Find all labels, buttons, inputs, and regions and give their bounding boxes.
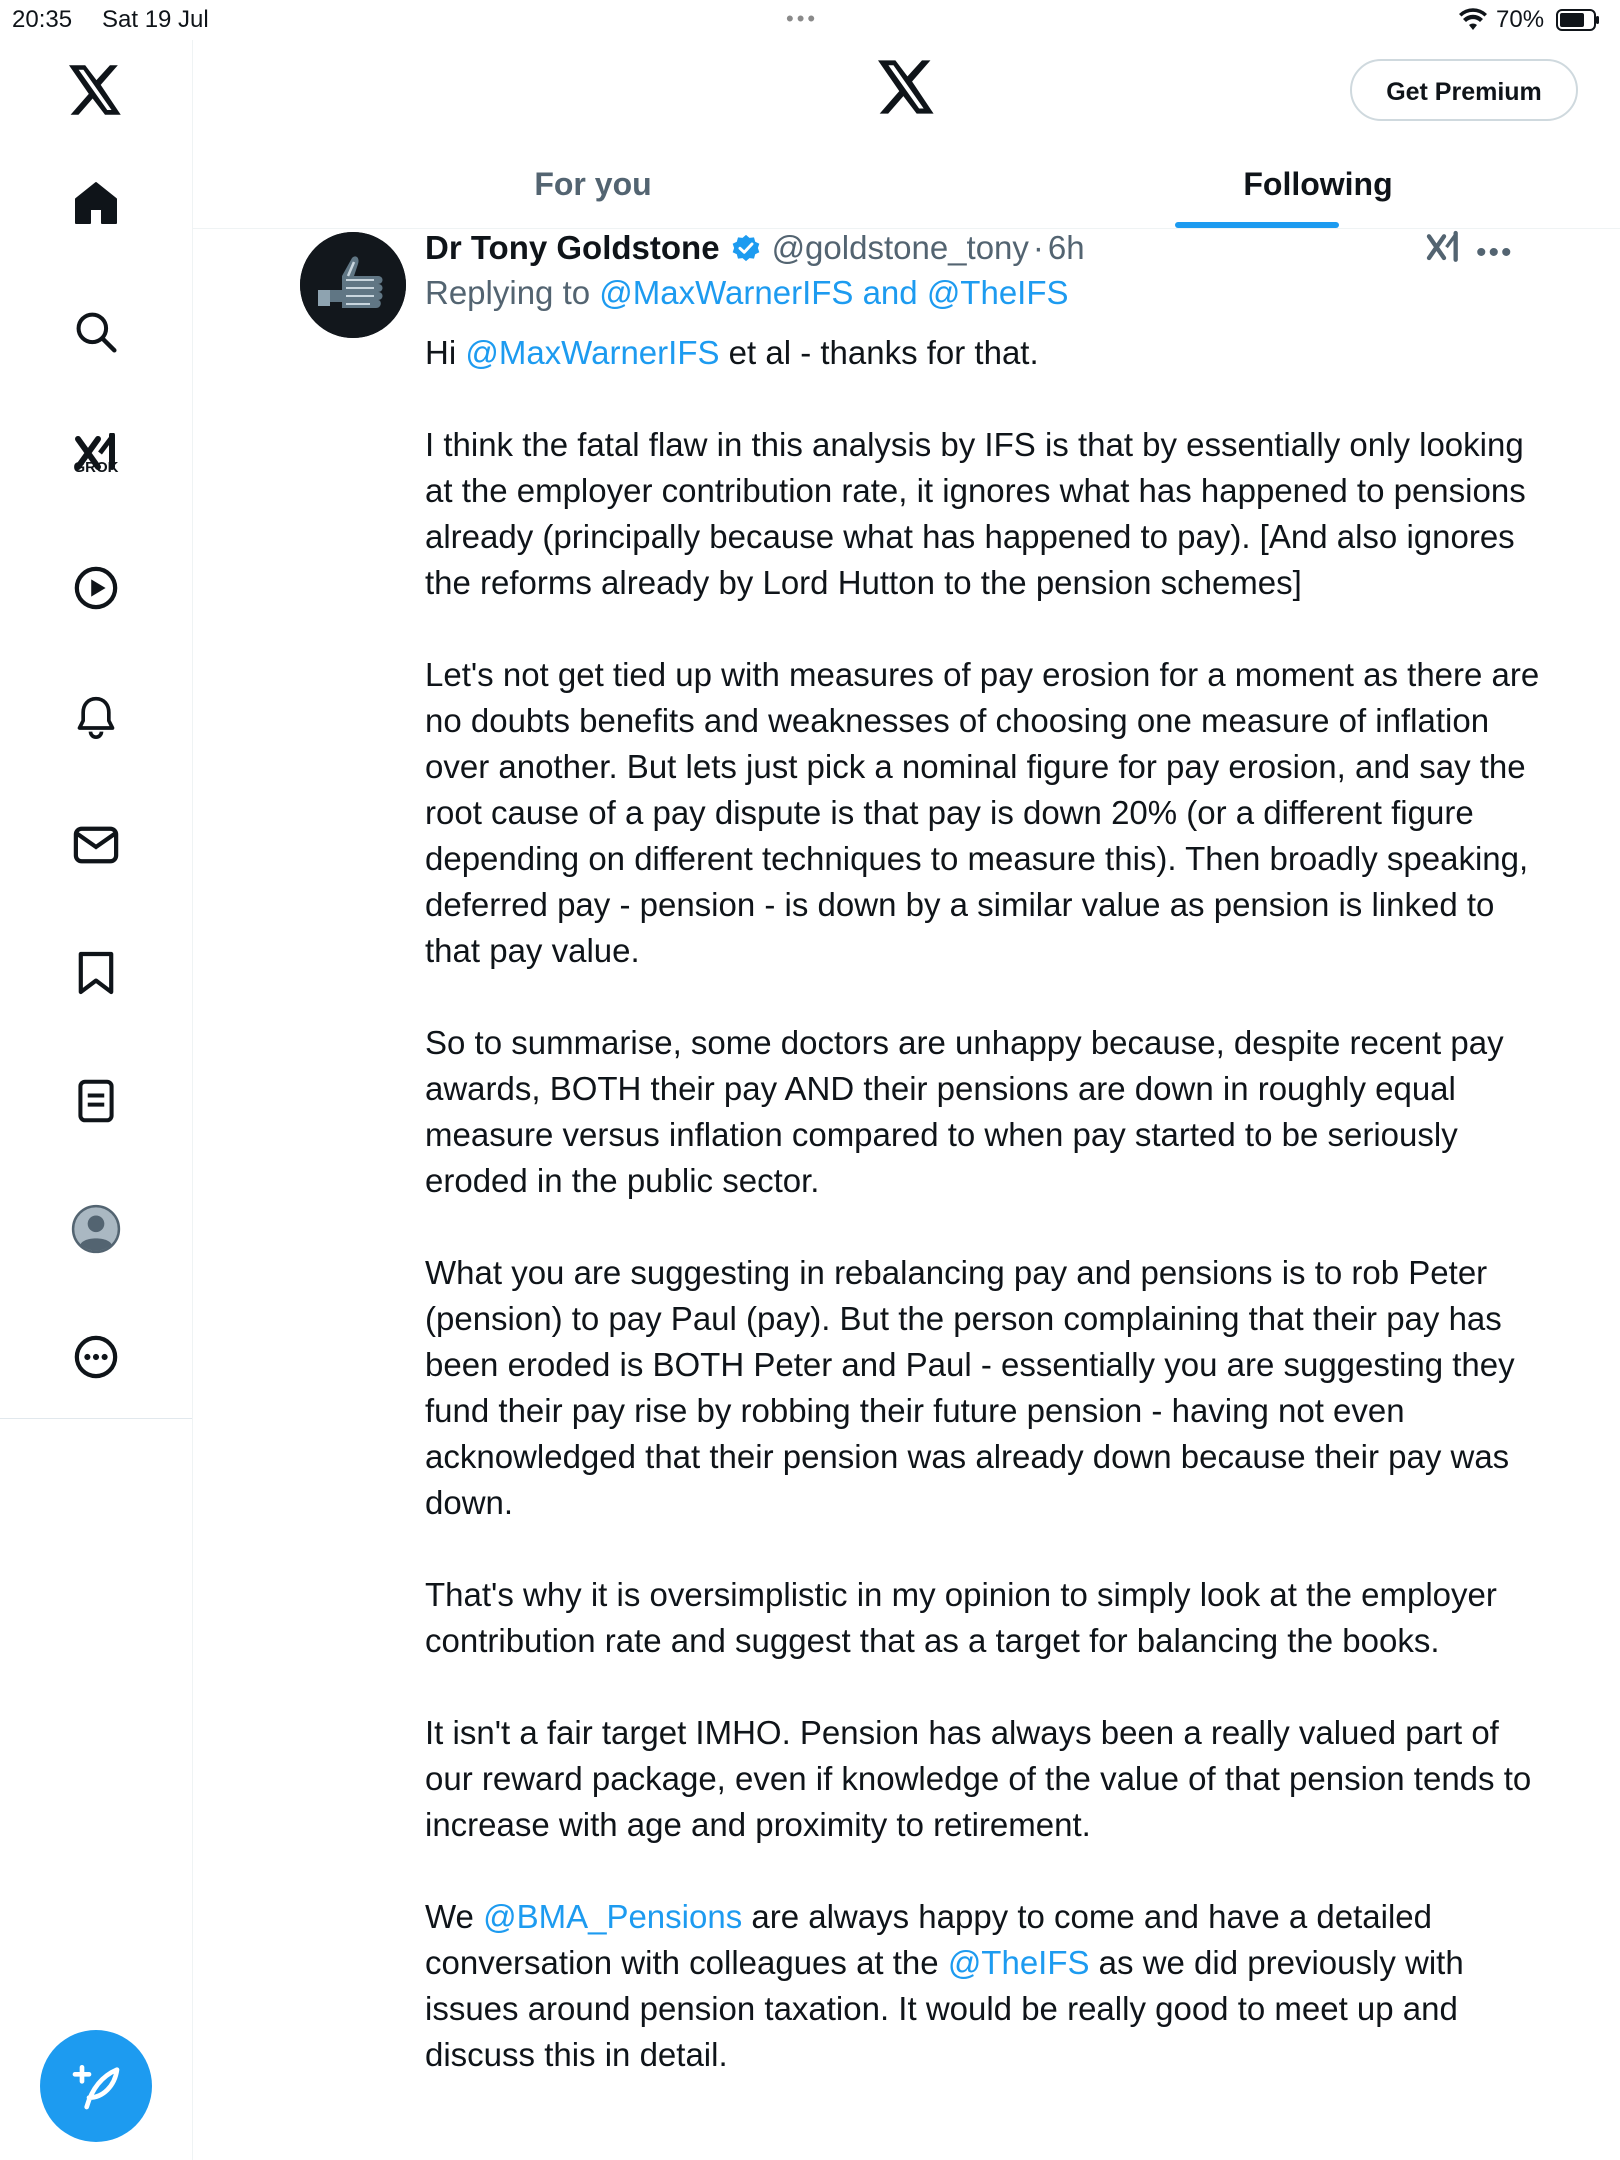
messages-envelope-icon[interactable] bbox=[56, 805, 136, 885]
separator-dot: · bbox=[1032, 229, 1044, 266]
text-span: We bbox=[425, 1898, 484, 1935]
battery-icon bbox=[1556, 9, 1600, 31]
tweet-paragraph: It isn't a fair target IMHO. Pension has always been a really valued part of our reward package, even if knowledge of the value of that pension tends to increase with age and proximity to retirement. bbox=[425, 1714, 1532, 1843]
reply-and-text[interactable]: and bbox=[853, 274, 927, 311]
timeline-tabs bbox=[193, 140, 1620, 229]
verified-badge-icon bbox=[730, 232, 762, 264]
author-avatar[interactable] bbox=[300, 232, 406, 338]
tab-following[interactable]: Following bbox=[1243, 165, 1393, 202]
compose-post-button[interactable] bbox=[40, 2030, 152, 2142]
post-time[interactable]: 6h bbox=[1047, 229, 1085, 266]
tweet-paragraph bbox=[425, 330, 1545, 376]
text-span: Hi bbox=[425, 334, 466, 371]
multitask-dots-icon[interactable]: ••• bbox=[786, 6, 819, 31]
tweet-paragraph bbox=[425, 1894, 1545, 2078]
feather-plus-icon bbox=[68, 2058, 124, 2114]
reply-mention-theifs[interactable]: @TheIFS bbox=[926, 274, 1069, 311]
tweet-body bbox=[425, 330, 1545, 2124]
mention-theifs[interactable]: @TheIFS bbox=[947, 1944, 1090, 1981]
tweet-paragraph: What you are suggesting in rebalancing pay and pensions is to rob Peter (pension) to pay Paul (pay). But the person complaining that their pay has been eroded is BOTH Peter and Paul - essentially you are suggesting they fund their pay rise by robbing their future pension - having not even acknowledged that their pension was already down because their pay was down. bbox=[425, 1254, 1515, 1521]
replying-to-prefix: Replying to bbox=[425, 274, 600, 311]
wifi-icon bbox=[1458, 8, 1488, 32]
tweet-paragraph: I think the fatal flaw in this analysis by IFS is that by essentially only looking at the employer contribution rate, it ignores what has happened to pensions already (principally because what has happened to pay). [And also ignores the reforms already by Lord Hutton to the pension schemes] bbox=[425, 426, 1526, 601]
mention-bma-pensions[interactable]: @BMA_Pensions bbox=[483, 1898, 743, 1935]
sidebar-divider bbox=[0, 1418, 192, 1419]
replying-to-line bbox=[425, 274, 1069, 312]
text-span: as we did previously with issues around pension taxation. It would be really good to meet up and discuss this in detail. bbox=[425, 1944, 1464, 2073]
battery-percent: 70% bbox=[1496, 6, 1545, 33]
thumbs-up-xray-image bbox=[300, 232, 406, 338]
grok-explain-icon[interactable] bbox=[1424, 228, 1464, 268]
status-bar bbox=[0, 0, 1620, 40]
text-span: et al - thanks for that. bbox=[719, 334, 1039, 371]
tweet-paragraph: So to summarise, some doctors are unhappy because, despite recent pay awards, BOTH their pay AND their pensions are down in roughly equal measure versus inflation compared to when pay started to be seriously eroded in the public sector. bbox=[425, 1024, 1504, 1199]
author-handle[interactable]: @goldstone_tony bbox=[771, 229, 1029, 266]
tab-for-you[interactable]: For you bbox=[534, 165, 652, 202]
sidebar bbox=[0, 40, 193, 2160]
reply-mention-maxwarnerifs[interactable]: @MaxWarnerIFS bbox=[599, 274, 854, 311]
bookmark-icon[interactable] bbox=[56, 933, 136, 1013]
active-tab-indicator bbox=[1175, 222, 1339, 228]
get-premium-button[interactable]: Get Premium bbox=[1350, 59, 1578, 121]
author-name[interactable]: Dr Tony Goldstone bbox=[425, 229, 720, 266]
mention-maxwarnerifs[interactable]: @MaxWarnerIFS bbox=[465, 334, 720, 371]
grok-icon[interactable] bbox=[56, 415, 136, 495]
tweet-header bbox=[425, 226, 1085, 270]
status-time: 20:35 bbox=[12, 6, 73, 33]
x-logo-icon[interactable] bbox=[56, 50, 136, 130]
notifications-bell-icon[interactable] bbox=[56, 677, 136, 757]
more-options-icon[interactable]: ••• bbox=[1476, 236, 1514, 269]
tweet-paragraph: That's why it is oversimplistic in my opinion to simply look at the employer contribution rate and suggest that as a target for balancing the books. bbox=[425, 1576, 1497, 1659]
status-date: Sat 19 Jul bbox=[102, 6, 209, 33]
video-icon[interactable] bbox=[56, 548, 136, 628]
lists-icon[interactable] bbox=[56, 1061, 136, 1141]
more-circle-icon[interactable] bbox=[56, 1317, 136, 1397]
profile-avatar-icon[interactable] bbox=[56, 1189, 136, 1269]
search-icon[interactable] bbox=[56, 292, 136, 372]
home-icon[interactable] bbox=[56, 163, 136, 243]
x-logo-header-icon[interactable] bbox=[878, 58, 936, 116]
tweet-paragraph: Let's not get tied up with measures of pay erosion for a moment as there are no doubts benefits and weaknesses of choosing one measure of inflation over another. But lets just pick a nominal figure for pay erosion, and say the root cause of a pay dispute is that pay is down 20% (or a different figure depending on different techniques to measure this). Then broadly speaking, deferred pay - pension - is down by a similar value as pension is linked to that pay value. bbox=[425, 656, 1540, 969]
grok-label: GROK bbox=[73, 459, 119, 476]
text-span: are always happy to come and have a detailed conversation with colleagues at the bbox=[425, 1898, 1432, 1981]
